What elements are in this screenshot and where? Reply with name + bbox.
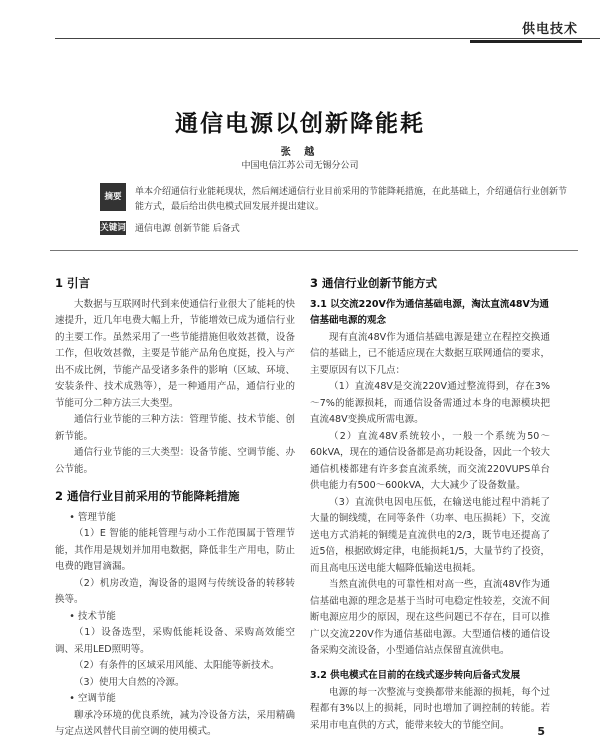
author-affiliation: 中国电信江苏公司无锡分公司	[241, 161, 359, 171]
section-2-heading: 2 通信行业目前采用的节能降耗措施	[55, 489, 240, 503]
keywords-label: 关键词	[100, 223, 126, 233]
list-item: （2）机房改造，淘设备的退网与传统设备的转移转换等。	[55, 577, 295, 605]
paragraph: 当然直流供电的可靠性相对高一些，直流48V作为通信基础电源的理念是基于当时可电稳定性较差，交流不间断电源应用少的原因，现在这些问题已不存在，目可以推广以交流220V作为通信基础电源。大型通信楼的通信设备采购交流设备，小型通信站点保留直流供电。	[310, 579, 550, 656]
right-column	[310, 275, 550, 734]
list-item-heading: • 管理节能	[69, 511, 116, 523]
list-item-heading: • 空调节能	[69, 693, 116, 704]
subsection-3-1-heading: 3.1 以交流220V作为通信基础电源，淘汰直流48V为通信基础电源的观念	[310, 298, 549, 326]
paragraph: 大数据与互联网时代到来使通信行业很大了能耗的快速提升，近几年电费大幅上升，节能增效已成为通信行业的主要工作。虽然采用了一些节能措施但收效甚微，设备工作，但收效甚微，主要是节能产品角色度挺，投入与产出不成比例，节能产品受诸多条件的影响（区域、环境、安装条件、技术成熟等），是一种通用产品，通信行业的节能可分二种方法三大类型。	[55, 298, 295, 409]
section-3-heading: 3 通信行业创新节能方式	[310, 276, 438, 290]
paragraph: （2）直流48V系统较小，一般一个系统为50～60kVA，现在的通信设备都是高功耗设备，因此一个较大通信机楼都建有许多套直流系统，而交流220VUPS单台供电能力有500～600kVA，大大减少了设备数量。	[310, 430, 550, 491]
journal-section-tag: 供电技术	[521, 22, 578, 37]
list-item: （1）设备选型，采购低能耗设备、采购高效能空调、采用LED照明等。	[55, 627, 295, 655]
page-number: 5	[537, 725, 545, 738]
section-1-heading: 1 引言	[55, 276, 91, 290]
abstract-text: 单本介绍通信行业能耗现状，然后阐述通信行业目前采用的节能降耗措施，在此基础上，介绍通信行业创新节能方式，最后给出供电模式回发展并提出建议。	[135, 187, 568, 212]
subsection-3-2-heading: 3.2 供电模式在目前的在线式逐步转向后备式发展	[310, 669, 521, 681]
list-item: （1）E 智能的能耗管理与动小工作范围属于管理节能，其作用是规划并加用电数据，降低非生产用电，防止电费的跑冒滴漏。	[55, 528, 295, 572]
author-name: 张 越	[280, 147, 320, 158]
left-column	[55, 275, 295, 741]
list-item: （2）有条件的区域采用风能、太阳能等新技术。	[74, 660, 280, 671]
keywords-text: 通信电源 创新节能 后备式	[135, 224, 240, 234]
header-rule	[55, 38, 600, 39]
list-item: 聊承冷环境的优良系统，减为冷设备方法，采用精确与定点送风替代目前空调的使用模式。	[55, 709, 295, 737]
paragraph: （1）直流48V是交流220V通过整流得到，存在3%～7%的能源损耗，而通信设备需通过本身的电源模块把直流48V变换成所需电源。	[310, 381, 550, 425]
section-divider	[50, 250, 578, 251]
list-item-heading: • 技术节能	[69, 610, 116, 622]
paragraph: （3）直流供电因电压低，在输送电能过程中消耗了大量的铜线缆，在同等条件（功率、电压损耗）下，交流送电方式消耗的铜缆是直流供电的2/3，既节电还提高了近5倍，根据欧姆定律，电能损耗1/5，大量节约了投资，而且高电压送电能大幅降低输送电损耗。	[310, 496, 550, 574]
header-accent-rule	[470, 40, 582, 43]
article-title: 通信电源以创新降能耗	[175, 111, 425, 137]
paragraph: 通信行业节能的三种方法：管理节能、技术节能、创新节能。	[55, 414, 295, 442]
paragraph: 通信行业节能的三大类型：设备节能、空调节能、办公节能。	[55, 447, 295, 475]
paragraph: 电源的每一次整流与变换都带来能源的损耗，每个过程都有3%以上的损耗，同时也增加了调控制的转能。若采用市电直供的方式，能带来较大的节能空间。	[310, 686, 550, 731]
paragraph: 现有直流48V作为通信基础电源是建立在程控交换通信的基础上，已不能适应现在大数据互联网通信的要求，主要原因有以下几点：	[310, 331, 550, 376]
abstract-label: 摘要	[100, 183, 126, 211]
list-item: （3）使用大自然的冷源。	[74, 676, 185, 688]
